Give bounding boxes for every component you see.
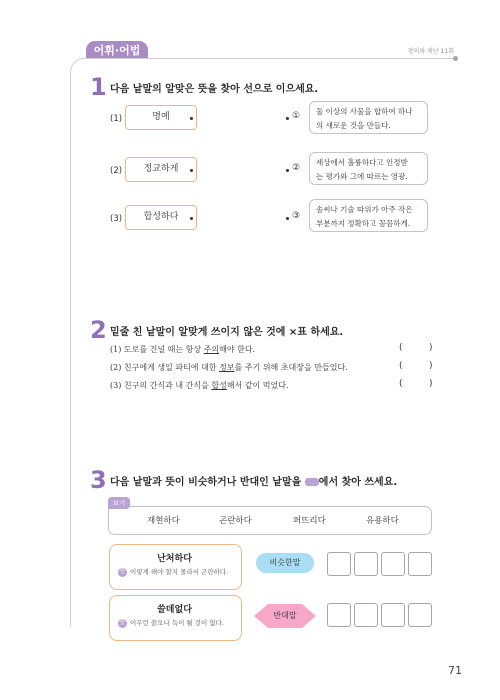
- meaning-1-box: [309, 101, 428, 134]
- meaning-2-line1: 세상에서 훌륭하다고 인정받: [316, 158, 408, 167]
- sentence-3-after: 해서 같이 먹었다.: [226, 381, 289, 390]
- sentence-1-before: 도로를 건널 때는 항상: [123, 345, 204, 354]
- answer-3-paren-close: ): [429, 379, 433, 389]
- answer-cell[interactable]: [327, 603, 351, 627]
- answer-3-paren-open[interactable]: (: [399, 379, 403, 389]
- answer-cell[interactable]: [408, 552, 432, 576]
- bogi-label: 보기: [108, 497, 130, 509]
- word-1-box: 명예: [125, 105, 197, 130]
- answer-cell[interactable]: [408, 603, 432, 627]
- relation-2-label: 반대말: [273, 611, 297, 620]
- answer-grid-1: [327, 552, 432, 576]
- word-2-box: 정교하게: [125, 157, 197, 182]
- word-1-num: (1): [110, 114, 123, 124]
- page-number: 71: [448, 664, 462, 677]
- bogi-word-1: 재현하다: [147, 516, 180, 526]
- header-dot: [453, 56, 458, 61]
- question-3-text: [110, 473, 397, 488]
- relation-1-pill: 비슷한말: [256, 553, 314, 573]
- card-2-title: 쓸데없다: [157, 605, 192, 615]
- sentence-3-before: 친구의 간식과 내 간식을: [123, 381, 212, 390]
- sentence-2-underlined: 정보: [219, 363, 235, 372]
- answer-cell[interactable]: [354, 552, 378, 576]
- meaning-1-dot[interactable]: [286, 117, 289, 120]
- sentence-1-num: (1): [110, 345, 122, 354]
- sentence-1: [110, 344, 255, 355]
- sentence-2-num: (2): [110, 363, 122, 372]
- meaning-2-dot[interactable]: [286, 169, 289, 172]
- sentence-1-after: 해야 한다.: [219, 345, 256, 354]
- meaning-1-line2: 의 새로운 것을 만들다.: [316, 121, 391, 130]
- answer-cell[interactable]: [327, 552, 351, 576]
- bogi-word-4: 유용하다: [366, 516, 399, 526]
- meaning-3-line1: 솜씨나 기술 따위가 아주 작은: [316, 205, 413, 214]
- meaning-1-line1: 둘 이상의 사물을 합하여 하나: [316, 107, 413, 116]
- card-1-def-text: 이렇게 해야 할지 몰라서 곤란하다.: [130, 568, 229, 576]
- bogi-word-3: 퍼뜨리다: [293, 516, 326, 526]
- word-3-box: 합성하다: [125, 205, 197, 230]
- question-1-text: 다음 낱말의 알맞은 뜻을 찾아 선으로 이으세요.: [110, 84, 319, 95]
- card-1-title: 난처하다: [157, 554, 192, 564]
- meaning-2-box: [309, 152, 428, 185]
- header-right-text: 창의와 재난 11회: [407, 48, 454, 55]
- word-2-dot[interactable]: [190, 169, 193, 172]
- meaning-2-num: ②: [292, 163, 301, 173]
- header-rule: [84, 58, 456, 59]
- sentence-3-num: (3): [110, 381, 122, 390]
- question-2-text: 밑줄 친 낱말이 알맞게 쓰이지 않은 것에 ×표 하세요.: [110, 327, 344, 338]
- card-2-definition: [118, 618, 224, 628]
- sentence-2-before: 친구에게 생일 파티에 대한: [123, 363, 220, 372]
- question-3-text-before: 다음 낱말과 뜻이 비슷하거나 반대인 낱말을: [110, 477, 302, 488]
- section-label: 어휘·어법: [86, 41, 148, 59]
- word-3-num: (3): [110, 214, 123, 224]
- relation-2-diamond: [254, 604, 316, 628]
- answer-1-paren-close: ): [429, 343, 433, 353]
- question-3-number: 3: [90, 466, 107, 494]
- word-1-dot[interactable]: [190, 117, 193, 120]
- question-2-number: 2: [90, 316, 107, 344]
- answer-2-paren-close: ): [429, 361, 433, 371]
- meaning-2-line2: 는 평가와 그에 따르는 영광.: [316, 172, 408, 181]
- sentence-3: [110, 380, 289, 391]
- card-2-def-text: 이무런 쓸모나 득이 될 것이 없다.: [130, 619, 225, 627]
- answer-2-paren-open[interactable]: (: [399, 361, 403, 371]
- sentence-3-underlined: 합성: [211, 381, 227, 390]
- answer-cell[interactable]: [381, 552, 405, 576]
- meaning-3-num: ③: [292, 211, 301, 221]
- bogi-inline-badge: [305, 478, 319, 486]
- meaning-1-num: ①: [292, 111, 301, 121]
- answer-cell[interactable]: [354, 603, 378, 627]
- meaning-3-dot[interactable]: [286, 217, 289, 220]
- card-1-definition: [118, 567, 228, 577]
- word-3-dot[interactable]: [190, 217, 193, 220]
- bogi-word-2: 곤란하다: [219, 516, 252, 526]
- answer-1-paren-open[interactable]: (: [399, 343, 403, 353]
- answer-grid-2: [327, 603, 432, 627]
- word-2-num: (2): [110, 166, 123, 176]
- answer-cell[interactable]: [381, 603, 405, 627]
- question-3-text-after: 에서 찾아 쓰세요.: [318, 477, 398, 488]
- question-1-number: 1: [90, 73, 107, 101]
- sentence-1-underlined: 주의: [203, 345, 220, 354]
- card-2-def-badge: 뜻: [119, 619, 126, 626]
- meaning-3-line2: 부분까지 정확하고 꼼꼼하게.: [316, 219, 411, 228]
- sentence-2: [110, 362, 348, 373]
- meaning-3-box: [309, 199, 428, 232]
- sentence-2-after: 를 주기 위해 초대장을 만들었다.: [234, 363, 348, 372]
- left-margin-rule: [70, 58, 89, 627]
- card-1-def-badge: 뜻: [119, 568, 126, 575]
